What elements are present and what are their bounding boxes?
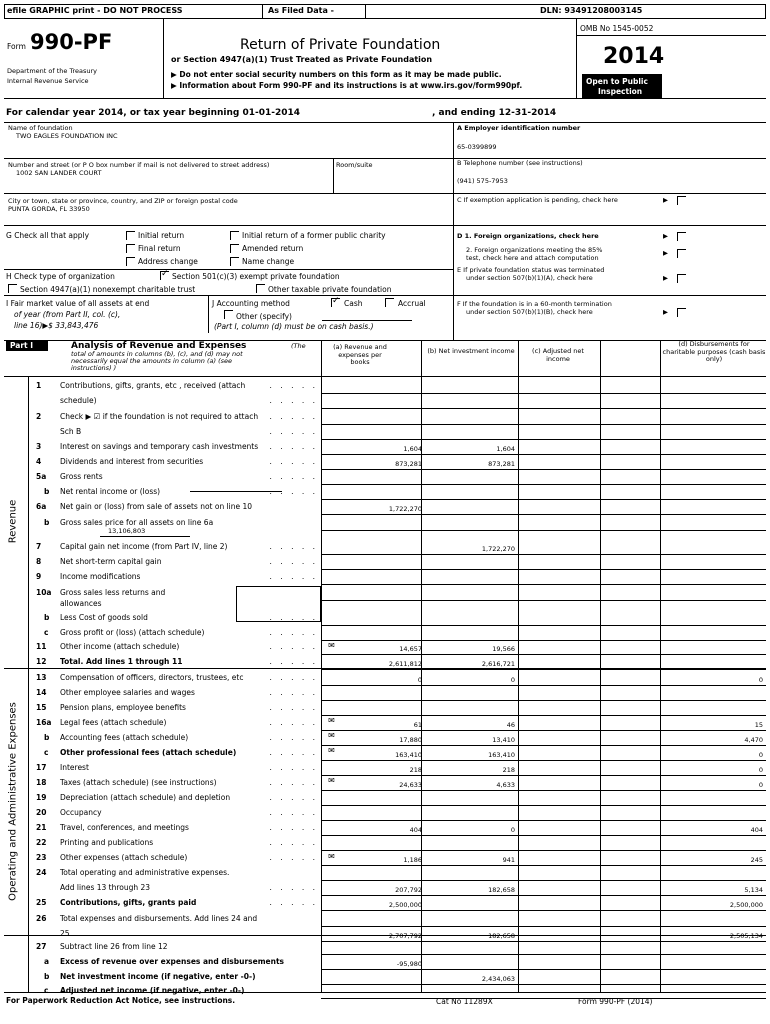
leader-dots: . . . . .: [269, 442, 318, 451]
line-number: 17: [36, 763, 47, 772]
leader-dots: . . . . .: [269, 613, 318, 622]
amended-return-checkbox[interactable]: [230, 244, 239, 253]
initial-return-former-label: Initial return of a former public charity: [242, 231, 386, 240]
line-number: c: [44, 628, 49, 637]
line-number: 6a: [36, 502, 47, 511]
j-note: (Part I, column (d) must be on cash basis.): [214, 322, 374, 331]
line-number: 20: [36, 808, 47, 817]
line-label: Capital gain net income (from Part IV, line 2): [60, 542, 228, 551]
line-label: Total operating and administrative expenses.: [60, 868, 230, 877]
initial-return-former-checkbox[interactable]: [230, 231, 239, 240]
amount-col-d: 245: [750, 856, 763, 864]
other-taxable-checkbox[interactable]: [256, 284, 265, 293]
line-label: Total expenses and disbursements. Add lines 24 and: [60, 914, 258, 923]
amount-col-b: 4,633: [496, 781, 515, 789]
g-label: G Check all that apply: [6, 231, 90, 240]
name-change-checkbox[interactable]: [230, 257, 239, 266]
leader-dots: . . . . .: [269, 838, 318, 847]
leader-dots: . . . . .: [269, 557, 318, 566]
attachment-icon[interactable]: ✉: [328, 716, 335, 725]
501c3-label: Section 501(c)(3) exempt private foundation: [172, 272, 340, 281]
amount-col-b: 0: [510, 826, 515, 834]
amount-col-a: 1,722,270: [388, 505, 422, 513]
amount-col-d: 0: [758, 751, 763, 759]
line-number: b: [44, 613, 50, 622]
street-value: 1002 SAN LANDER COURT: [16, 169, 102, 177]
amount-col-d: 5,134: [744, 886, 763, 894]
leader-dots: . . . . .: [269, 733, 318, 742]
amount-col-a: 2,707,792: [388, 932, 422, 940]
ssn-note: ▶ Do not enter social security numbers on this form as it may be made public.: [171, 70, 502, 79]
amount-col-b: 19,566: [492, 645, 515, 653]
leader-dots: . . . . .: [269, 688, 318, 697]
accrual-checkbox[interactable]: [385, 298, 394, 307]
info-note: ▶ Information about Form 990-PF and its instructions is at www.irs.gov/form990pf.: [171, 81, 523, 90]
line-number: 19: [36, 793, 47, 802]
line-number: 12: [36, 657, 47, 666]
col-d-header: (d) Disbursements for charitable purposes (cash basis only): [662, 340, 766, 363]
f-checkbox[interactable]: [677, 308, 686, 317]
line-number: 2: [36, 412, 42, 421]
street-label: Number and street (or P O box number if mail is not delivered to street address): [8, 161, 270, 169]
d2-label-2: test, check here and attach computation: [466, 254, 599, 262]
e-checkbox[interactable]: [677, 274, 686, 283]
line-number: a: [44, 957, 50, 966]
line-label: Income modifications: [60, 572, 141, 581]
line-number: 13: [36, 673, 47, 682]
leader-dots: . . . . .: [269, 898, 318, 907]
line-number: b: [44, 733, 50, 742]
attachment-icon[interactable]: ✉: [328, 746, 335, 755]
line-number: 15: [36, 703, 47, 712]
line-label: 25: [60, 929, 70, 938]
form-title: Return of Private Foundation: [240, 37, 441, 53]
exemption-pending-label: C If exemption application is pending, check here: [457, 196, 618, 204]
phone-value: (941) 575-7953: [457, 177, 508, 185]
col-b-header: (b) Net investment income: [427, 347, 515, 355]
leader-dots: . . . . .: [269, 748, 318, 757]
line-number: 1: [36, 381, 42, 390]
amount-col-b: 13,410: [492, 736, 515, 744]
line-number: 23: [36, 853, 47, 862]
dept-1: Department of the Treasury: [7, 67, 98, 75]
d1-label: D 1. Foreign organizations, check here: [457, 232, 599, 240]
name-label: Name of foundation: [8, 124, 73, 132]
dept-2: Internal Revenue Service: [7, 77, 89, 85]
leader-dots: . . . . .: [269, 572, 318, 581]
amount-col-a: 24,633: [399, 781, 422, 789]
leader-dots: . . . . .: [269, 427, 318, 436]
line-number: b: [44, 487, 50, 496]
part1-title: Analysis of Revenue and Expenses: [71, 341, 247, 351]
amount-col-b: 2,434,063: [481, 975, 515, 983]
501c3-checkbox[interactable]: [160, 271, 169, 280]
amount-col-a: 0: [417, 676, 422, 684]
line-label: Depreciation (attach schedule) and depletion: [60, 793, 231, 802]
line-number: c: [44, 986, 49, 995]
amount-col-d: 2,500,000: [729, 901, 763, 909]
leader-dots: . . . . .: [269, 883, 318, 892]
amount-col-a: 1,186: [403, 856, 422, 864]
efile-label: efile GRAPHIC print - DO NOT PROCESS: [7, 6, 183, 15]
line-label: Add lines 13 through 23: [60, 883, 151, 892]
line-label: Occupancy: [60, 808, 102, 817]
line-label: Pension plans, employee benefits: [60, 703, 186, 712]
leader-dots: . . . . .: [269, 457, 318, 466]
line-number: 24: [36, 868, 47, 877]
allowances-label: allowances: [60, 599, 102, 608]
form-prefix: Form: [7, 42, 26, 51]
other-method-label: Other (specify): [236, 312, 292, 321]
line-number: 3: [36, 442, 42, 451]
part1-desc-3: necessarily equal the amounts in column (a) (see: [71, 357, 233, 365]
footer-form: Form 990-PF (2014): [578, 997, 653, 1006]
footer-cat: Cat No 11289X: [436, 997, 493, 1006]
line-label: Other professional fees (attach schedule): [60, 748, 237, 757]
ein-label: A Employer identification number: [457, 124, 581, 132]
leader-dots: . . . . .: [269, 472, 318, 481]
amount-col-b: 218: [502, 766, 515, 774]
d2-checkbox[interactable]: [677, 249, 686, 258]
line-label: Gross sales price for all assets on line 6a: [60, 518, 214, 527]
amount-col-a: 873,281: [395, 460, 422, 468]
amount-col-a: 2,500,000: [388, 901, 422, 909]
attachment-icon[interactable]: ✉: [328, 776, 335, 785]
leader-dots: . . . . .: [269, 778, 318, 787]
amount-col-a: 17,880: [399, 736, 422, 744]
phone-label: B Telephone number (see instructions): [457, 159, 583, 167]
amount-col-b: 182,658: [488, 932, 515, 940]
line-label: Net short-term capital gain: [60, 557, 162, 566]
line-label: Gross profit or (loss) (attach schedule): [60, 628, 205, 637]
d1-checkbox[interactable]: [677, 232, 686, 241]
attachment-icon[interactable]: ✉: [328, 731, 335, 740]
room-label: Room/suite: [336, 161, 373, 169]
f-label-1: F If the foundation is in a 60-month termination: [457, 300, 612, 308]
check-mark-icon: ✓: [161, 269, 169, 279]
amount-col-b: 873,281: [488, 460, 515, 468]
line-label: Taxes (attach schedule) (see instructions): [60, 778, 217, 787]
part1-desc-1: (The: [291, 342, 306, 350]
4947-label: Section 4947(a)(1) nonexempt charitable trust: [20, 285, 196, 294]
line-label: schedule): [60, 396, 97, 405]
line-label: Dividends and interest from securities: [60, 457, 204, 466]
amount-col-a: 207,792: [395, 886, 422, 894]
ein-value: 65-0399899: [457, 143, 497, 151]
i-label-2: of year (from Part II, col. (c),: [14, 310, 121, 319]
line-label: Gross sales less returns and: [60, 588, 166, 597]
dln: DLN: 93491208003145: [540, 6, 643, 15]
e-label-1: E If private foundation status was terminated: [457, 266, 605, 274]
leader-dots: . . . . .: [269, 718, 318, 727]
line-label: Net rental income or (loss): [60, 487, 161, 496]
calendar-end: , and ending 12-31-2014: [432, 108, 557, 118]
amount-col-d: 0: [758, 781, 763, 789]
line-number: 5a: [36, 472, 47, 481]
amount-col-b: 0: [510, 676, 515, 684]
line-label: Gross rents: [60, 472, 103, 481]
line-number: b: [44, 518, 50, 527]
line-label: Sch B: [60, 427, 82, 436]
line-number: 8: [36, 557, 42, 566]
leader-dots: . . . . .: [269, 703, 318, 712]
city-label: City or town, state or province, country, and ZIP or foreign postal code: [8, 197, 238, 205]
amount-col-b: 1,722,270: [481, 545, 515, 553]
part1-tag: Part I: [10, 341, 34, 350]
amount-col-a: 61: [413, 721, 422, 729]
line-label: Contributions, gifts, grants paid: [60, 898, 197, 907]
initial-return-checkbox[interactable]: [126, 231, 135, 240]
amount-col-b: 1,604: [496, 445, 515, 453]
4947-checkbox[interactable]: [8, 284, 17, 293]
open-public-1: Open to Public: [586, 77, 648, 86]
line-number: 9: [36, 572, 42, 581]
amount-col-d: 4,470: [744, 736, 763, 744]
name-change-label: Name change: [242, 257, 295, 266]
i-label-3: line 16)▶$ 33,843,476: [14, 321, 99, 330]
line-number: 26: [36, 914, 47, 923]
tax-year: 2014: [603, 44, 665, 69]
filed-label: As Filed Data -: [268, 6, 334, 15]
line-label: Adjusted net income (if negative, enter -0-): [60, 986, 245, 995]
col-c-header: (c) Adjusted net income: [532, 347, 584, 363]
line-number: 25: [36, 898, 47, 907]
leader-dots: . . . . .: [269, 487, 318, 496]
final-return-checkbox[interactable]: [126, 244, 135, 253]
amount-col-d: 15: [754, 721, 763, 729]
h-label: H Check type of organization: [6, 272, 115, 281]
accrual-label: Accrual: [398, 299, 426, 308]
line-number: 21: [36, 823, 47, 832]
address-change-checkbox[interactable]: [126, 257, 135, 266]
leader-dots: . . . . .: [269, 542, 318, 551]
line-label: Other income (attach schedule): [60, 642, 180, 651]
line-label: Other expenses (attach schedule): [60, 853, 188, 862]
amount-col-d: 2,505,134: [729, 932, 763, 940]
j-label: J Accounting method: [212, 299, 290, 308]
line-number: b: [44, 972, 50, 981]
amount-col-b: 46: [506, 721, 515, 729]
line-number: 27: [36, 942, 47, 951]
amount-col-a: 163,410: [395, 751, 422, 759]
final-return-label: Final return: [138, 244, 181, 253]
line-number: 18: [36, 778, 47, 787]
leader-dots: . . . . .: [269, 412, 318, 421]
amount-col-a: 404: [409, 826, 422, 834]
line-label: Check ▶ ☑ if the foundation is not required to attach: [60, 412, 259, 421]
line-number: c: [44, 748, 49, 757]
line-label: Interest on savings and temporary cash investments: [60, 442, 259, 451]
attachment-icon[interactable]: ✉: [328, 852, 335, 861]
part1-desc-2: total of amounts in columns (b), (c), and (d) may not: [71, 350, 243, 358]
leader-dots: . . . . .: [269, 628, 318, 637]
line-number: 7: [36, 542, 42, 551]
gross-sales-value: 13,106,803: [108, 527, 146, 535]
f-label-2: under section 507(b)(1)(B), check here: [466, 308, 593, 316]
address-change-label: Address change: [138, 257, 198, 266]
amount-col-d: 0: [758, 766, 763, 774]
side-label-revenue: Revenue: [7, 499, 19, 544]
leader-dots: . . . . .: [269, 823, 318, 832]
line-label: Interest: [60, 763, 89, 772]
cash-checkbox[interactable]: [331, 298, 340, 307]
leader-dots: . . . . .: [269, 793, 318, 802]
line-label: Other employee salaries and wages: [60, 688, 195, 697]
line-label: Contributions, gifts, grants, etc , received (attach: [60, 381, 246, 390]
amount-col-a: 2,611,812: [388, 660, 422, 668]
calendar-begin: For calendar year 2014, or tax year beginning 01-01-2014: [6, 108, 301, 118]
amount-col-b: 163,410: [488, 751, 515, 759]
i-label-1: I Fair market value of all assets at end: [6, 299, 150, 308]
foundation-name: TWO EAGLES FOUNDATION INC: [16, 132, 118, 140]
side-label-expenses: Operating and Administrative Expenses: [7, 702, 19, 901]
amount-col-b: 182,658: [488, 886, 515, 894]
line-label: Total. Add lines 1 through 11: [60, 657, 183, 666]
line-label: Excess of revenue over expenses and disbursements: [60, 957, 285, 966]
other-taxable-label: Other taxable private foundation: [268, 285, 392, 294]
cash-label: Cash: [344, 299, 363, 308]
footer-paperwork: For Paperwork Reduction Act Notice, see instructions.: [6, 996, 236, 1005]
leader-dots: . . . . .: [269, 396, 318, 405]
leader-dots: . . . . .: [269, 763, 318, 772]
city-value: PUNTA GORDA, FL 33950: [8, 205, 90, 213]
line-label: Printing and publications: [60, 838, 154, 847]
amount-col-a: -95,980: [396, 960, 422, 968]
leader-dots: . . . . .: [269, 657, 318, 666]
open-public-2: Inspection: [598, 87, 643, 96]
leader-dots: . . . . .: [269, 808, 318, 817]
form-number: 990-PF: [30, 30, 113, 54]
leader-dots: . . . . .: [269, 642, 318, 651]
form-subtitle: or Section 4947(a)(1) Trust Treated as Private Foundation: [171, 55, 433, 64]
line-label: Legal fees (attach schedule): [60, 718, 167, 727]
d2-label-1: 2. Foreign organizations meeting the 85%: [466, 246, 603, 254]
attachment-icon[interactable]: ✉: [328, 641, 335, 650]
amount-col-a: 14,657: [399, 645, 422, 653]
line-label: Subtract line 26 from line 12: [60, 942, 168, 951]
line-label: Travel, conferences, and meetings: [60, 823, 189, 832]
line-label: Net investment income (if negative, enter -0-): [60, 972, 256, 981]
leader-dots: . . . . .: [269, 381, 318, 390]
line-label: Compensation of officers, directors, trustees, etc: [60, 673, 244, 682]
part1-desc-4: instructions) ): [71, 364, 117, 372]
other-method-checkbox[interactable]: [224, 310, 233, 319]
initial-return-label: Initial return: [138, 231, 185, 240]
line-number: 16a: [36, 718, 52, 727]
exemption-pending-checkbox[interactable]: [677, 196, 686, 205]
amount-col-b: 2,616,721: [481, 660, 515, 668]
amount-col-a: 218: [409, 766, 422, 774]
line-number: 22: [36, 838, 47, 847]
leader-dots: . . . . .: [269, 853, 318, 862]
line-label: Net gain or (loss) from sale of assets not on line 10: [60, 502, 253, 511]
line-label: Less Cost of goods sold: [60, 613, 148, 622]
amount-col-d: 404: [750, 826, 763, 834]
line-label: Accounting fees (attach schedule): [60, 733, 189, 742]
omb-number: OMB No 1545-0052: [580, 24, 654, 33]
amended-return-label: Amended return: [242, 244, 304, 253]
line-number: 4: [36, 457, 42, 466]
line-number: 14: [36, 688, 47, 697]
amount-col-b: 941: [502, 856, 515, 864]
line-number: 11: [36, 642, 47, 651]
leader-dots: . . . . .: [269, 673, 318, 682]
e-label-2: under section 507(b)(1)(A), check here: [466, 274, 593, 282]
line-number: 10a: [36, 588, 52, 597]
amount-col-d: 0: [758, 676, 763, 684]
check-mark-icon: ✓: [332, 296, 340, 306]
amount-col-a: 1,604: [403, 445, 422, 453]
col-a-header: (a) Revenue and expenses per books: [333, 343, 387, 366]
